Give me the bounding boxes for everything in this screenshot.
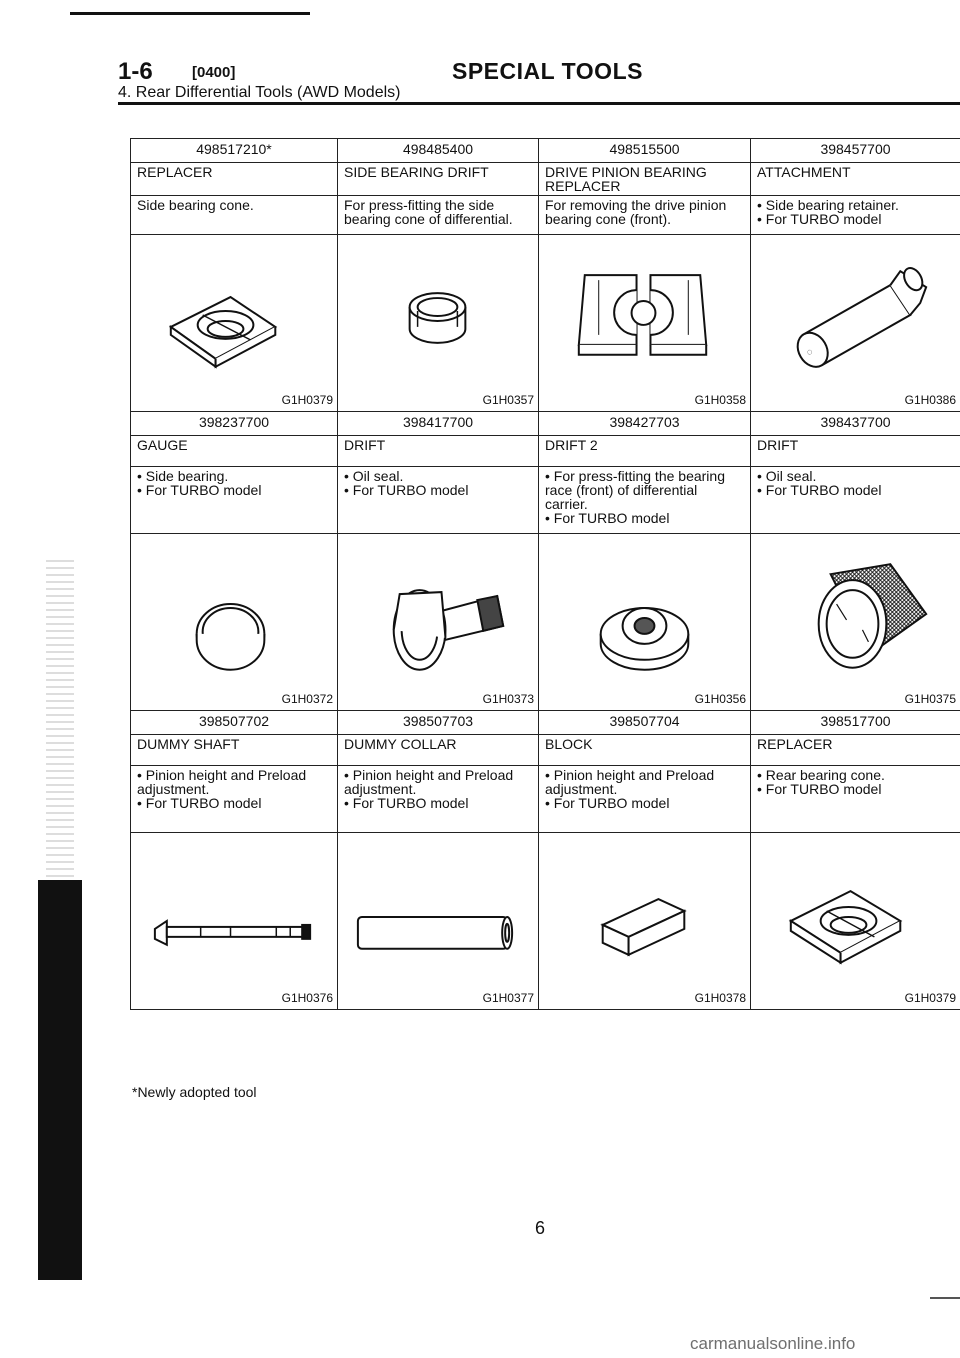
figure-id: G1H0386 xyxy=(904,393,956,407)
description-line: adjustment. xyxy=(137,781,210,797)
description-line: race (front) of differential xyxy=(545,482,698,498)
description-line: Side bearing cone. xyxy=(137,197,254,213)
tool-part-number: 398427703 xyxy=(539,412,751,436)
description-line: carrier. xyxy=(545,496,588,512)
tool-name: BLOCK xyxy=(539,735,751,766)
tool-name: DUMMY COLLAR xyxy=(338,735,539,766)
tool-name: SIDE BEARING DRIFT xyxy=(338,163,539,196)
description-line: • Pinion height and Preload xyxy=(545,767,715,783)
figure-id: G1H0379 xyxy=(904,991,956,1005)
watermark: carmanualsonline.info xyxy=(690,1334,856,1353)
tool-description xyxy=(338,196,539,235)
figure-id: G1H0378 xyxy=(694,991,746,1005)
description-line: bearing cone (front). xyxy=(545,211,672,227)
description-line: • Side bearing retainer. xyxy=(757,197,899,213)
split-plate-replacer-icon xyxy=(131,235,337,387)
description-line: • For TURBO model xyxy=(757,211,882,227)
knurled-drift-icon xyxy=(751,534,960,686)
disc-drift-icon xyxy=(539,534,750,686)
description-line: bearing cone of differential. xyxy=(344,211,513,227)
tool-illustration-cell xyxy=(751,534,960,711)
tool-illustration-row xyxy=(131,833,960,1010)
ring-gauge-icon xyxy=(131,534,337,686)
section-number: 1-6 xyxy=(118,58,153,85)
tool-description xyxy=(751,196,960,235)
bottom-edge-mark xyxy=(930,1297,960,1299)
description-line: For press-fitting the side xyxy=(344,197,495,213)
tool-illustration-cell xyxy=(338,534,539,711)
tool-description xyxy=(751,467,960,534)
tool-illustration-row xyxy=(131,534,960,711)
tool-description xyxy=(338,766,539,833)
tool-description xyxy=(131,467,338,534)
description-line: adjustment. xyxy=(344,781,417,797)
tool-name: DRIFT xyxy=(751,436,960,467)
figure-id: G1H0358 xyxy=(694,393,746,407)
figure-id: G1H0356 xyxy=(694,692,746,706)
tool-name-row xyxy=(131,163,960,196)
description-line: • For TURBO model xyxy=(137,795,262,811)
description-line: • For TURBO model xyxy=(545,795,670,811)
figure-id: G1H0375 xyxy=(904,692,956,706)
split-plate-replacer-icon xyxy=(751,833,960,985)
page-title: SPECIAL TOOLS xyxy=(452,58,643,84)
description-line: • Pinion height and Preload xyxy=(137,767,307,783)
tool-illustration-cell xyxy=(131,235,338,412)
tool-part-number: 398417700 xyxy=(338,412,539,436)
collar-tube-icon xyxy=(338,833,538,985)
tool-part-number: 498515500 xyxy=(539,139,751,163)
tool-part-number: 498517210* xyxy=(131,139,338,163)
tool-illustration-cell xyxy=(539,833,751,1010)
block-icon xyxy=(539,833,750,985)
split-block-replacer-icon xyxy=(539,235,750,387)
tool-part-number: 398507703 xyxy=(338,711,539,735)
part-number-row xyxy=(131,711,960,735)
tool-illustration-cell xyxy=(751,235,960,412)
dummy-shaft-icon xyxy=(131,833,337,985)
figure-id: G1H0377 xyxy=(482,991,534,1005)
description-line: • For TURBO model xyxy=(757,781,882,797)
part-number-row xyxy=(131,412,960,436)
ring-drift-icon xyxy=(338,235,538,387)
cylinder-attachment-icon xyxy=(751,235,960,387)
tool-illustration-cell xyxy=(751,833,960,1010)
description-line: • For TURBO model xyxy=(344,482,469,498)
tool-description xyxy=(751,766,960,833)
figure-id: G1H0373 xyxy=(482,692,534,706)
tool-name: ATTACHMENT xyxy=(751,163,960,196)
tool-part-number: 398507704 xyxy=(539,711,751,735)
tool-part-number: 398517700 xyxy=(751,711,960,735)
tool-description xyxy=(539,467,751,534)
tool-illustration-cell xyxy=(539,534,751,711)
tool-name: DUMMY SHAFT xyxy=(131,735,338,766)
scan-margin-artifact xyxy=(46,560,74,880)
tool-illustration-cell xyxy=(338,833,539,1010)
tool-name-row xyxy=(131,735,960,766)
description-line: • Oil seal. xyxy=(344,468,404,484)
description-line: • For TURBO model xyxy=(344,795,469,811)
page-subtitle: 4. Rear Differential Tools (AWD Models) xyxy=(118,84,401,101)
header-rule xyxy=(118,102,960,105)
tool-description xyxy=(131,196,338,235)
tool-description-row xyxy=(131,467,960,534)
tool-illustration-cell xyxy=(131,534,338,711)
tool-description xyxy=(338,467,539,534)
binding-shadow xyxy=(38,880,82,1280)
tool-part-number: 398237700 xyxy=(131,412,338,436)
tool-part-number: 398437700 xyxy=(751,412,960,436)
tool-illustration-cell xyxy=(338,235,539,412)
description-line: • For TURBO model xyxy=(137,482,262,498)
tool-part-number: 498485400 xyxy=(338,139,539,163)
tool-illustration-row xyxy=(131,235,960,412)
page-number: 6 xyxy=(535,1218,546,1238)
tool-part-number: 398507702 xyxy=(131,711,338,735)
tool-description xyxy=(539,766,751,833)
top-edge-line xyxy=(70,12,310,15)
tool-name-row xyxy=(131,436,960,467)
section-code: [0400] xyxy=(192,64,236,81)
description-line: adjustment. xyxy=(545,781,618,797)
part-number-row xyxy=(131,139,960,163)
figure-id: G1H0372 xyxy=(281,692,333,706)
tool-illustration-cell xyxy=(539,235,751,412)
tool-description-row xyxy=(131,196,960,235)
shaft-drift-icon xyxy=(338,534,538,686)
special-tools-table xyxy=(130,138,960,1010)
tool-name: REPLACER xyxy=(131,163,338,196)
tool-part-number: 398457700 xyxy=(751,139,960,163)
tool-name: REPLACER xyxy=(751,735,960,766)
figure-id: G1H0357 xyxy=(482,393,534,407)
description-line: • For TURBO model xyxy=(545,510,670,526)
tool-name: DRIFT xyxy=(338,436,539,467)
tool-name: GAUGE xyxy=(131,436,338,467)
figure-id: G1H0379 xyxy=(281,393,333,407)
description-line: • Side bearing. xyxy=(137,468,229,484)
description-line: For removing the drive pinion xyxy=(545,197,727,213)
description-line: • Oil seal. xyxy=(757,468,817,484)
description-line: • Rear bearing cone. xyxy=(757,767,885,783)
description-line: • For press-fitting the bearing xyxy=(545,468,725,484)
tool-description xyxy=(131,766,338,833)
tool-illustration-cell xyxy=(131,833,338,1010)
description-line: • Pinion height and Preload xyxy=(344,767,514,783)
tool-description xyxy=(539,196,751,235)
svg-text:◌: ◌ xyxy=(806,346,813,358)
description-line: • For TURBO model xyxy=(757,482,882,498)
figure-id: G1H0376 xyxy=(281,991,333,1005)
tool-description-row xyxy=(131,766,960,833)
tool-name: DRIVE PINION BEARING REPLACER xyxy=(539,163,751,196)
footnote: *Newly adopted tool xyxy=(132,1084,257,1100)
tool-name: DRIFT 2 xyxy=(539,436,751,467)
